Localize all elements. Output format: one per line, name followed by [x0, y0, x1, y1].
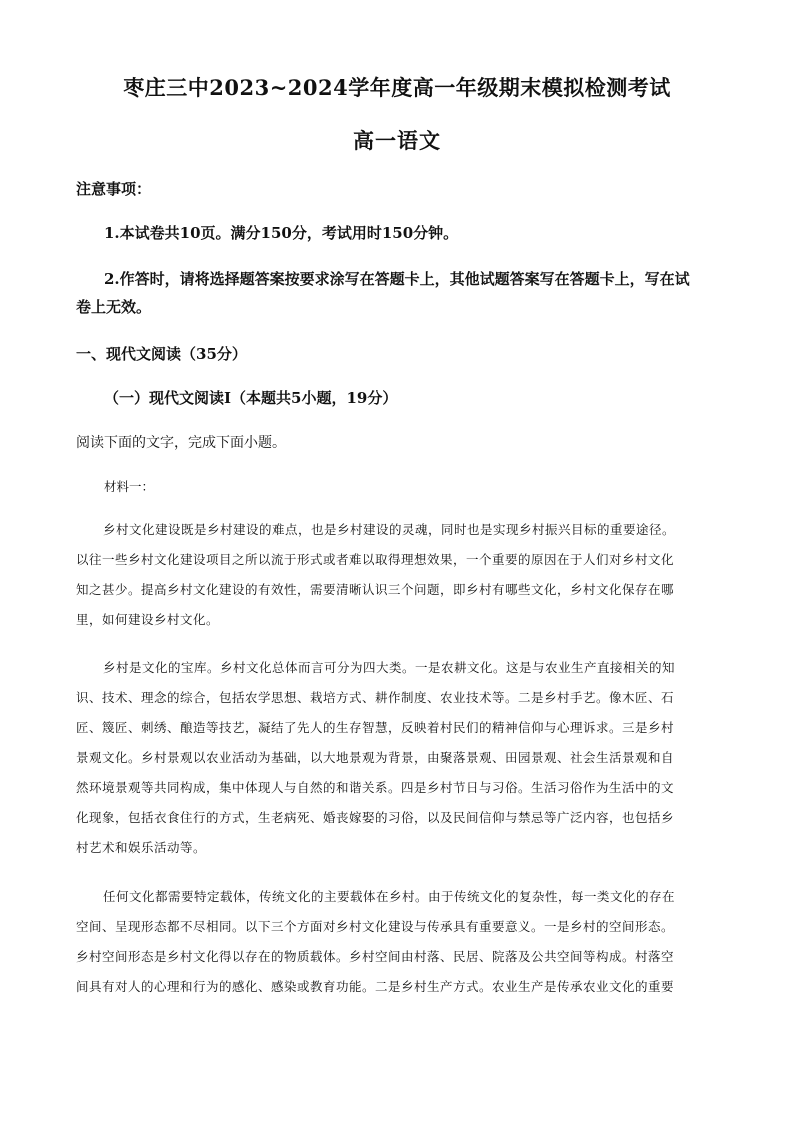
passage-line: 乡村空间形态是乡村文化得以存在的物质载体。乡村空间由村落、民居、院落及公共空间等构成。村落空 — [76, 949, 675, 964]
passage-line: 以往一些乡村文化建设项目之所以流于形式或者难以取得理想效果，一个重要的原因在于人们对乡村文化 — [76, 552, 675, 567]
passage-line: 识、技术、理念的综合，包括农学思想、栽培方式、耕作制度、农业技术等。二是乡村手艺。像木匠、石 — [76, 690, 675, 705]
passage-paragraph-2 — [76, 653, 718, 863]
reading-instruction: 阅读下面的文字，完成下面小题。 — [76, 435, 286, 451]
passage-line: 里，如何建设乡村文化。 — [76, 612, 220, 627]
notice-item-1: 1.本试卷共10页。满分150分，考试用时150分钟。 — [104, 224, 459, 242]
passage-line: 化现象，包括衣食住行的方式，生老病死、婚丧嫁娶的习俗，以及民间信仰与禁忌等广泛内容，也包括乡 — [76, 810, 675, 825]
subsection-title: （一）现代文阅读Ⅰ（本题共5小题，19分） — [104, 389, 398, 407]
exam-title: 枣庄三中2023~2024学年度高一年级期末模拟检测考试 — [123, 75, 671, 100]
passage-paragraph-3 — [76, 882, 718, 1002]
passage-paragraph-1 — [76, 515, 718, 635]
passage-line: 空间、呈现形态都不尽相同。以下三个方面对乡村文化建设与传承具有重要意义。一是乡村的空间形态。 — [76, 919, 675, 934]
notice-heading: 注意事项： — [76, 180, 152, 198]
passage-line: 乡村是文化的宝库。乡村文化总体而言可分为四大类。一是农耕文化。这是与农业生产直接相关的知 — [103, 660, 676, 675]
passage-line: 村艺术和娱乐活动等。 — [76, 840, 207, 855]
passage-line: 知之甚少。提高乡村文化建设的有效性，需要清晰认识三个问题，即乡村有哪些文化，乡村文化保存在哪 — [76, 582, 675, 597]
notice-item-2-line-1: 2.作答时，请将选择题答案按要求涂写在答题卡上，其他试题答案写在答题卡上，写在试 — [104, 270, 690, 288]
passage-line: 景观文化。乡村景观以农业活动为基础，以大地景观为背景，由聚落景观、田园景观、社会生活景观和自 — [76, 750, 675, 765]
subject-title: 高一语文 — [353, 128, 441, 153]
passage-line: 间具有对人的心理和行为的感化、感染或教育功能。二是乡村生产方式。农业生产是传承农业文化的重要 — [76, 979, 675, 994]
passage-line: 任何文化都需要特定载体，传统文化的主要载体在乡村。由于传统文化的复杂性，每一类文化的存在 — [103, 889, 676, 904]
passage-line: 匠、篾匠、刺绣、酿造等技艺，凝结了先人的生存智慧，反映着村民们的精神信仰与心理诉求。三是乡村 — [76, 720, 675, 735]
section-title: 一、现代文阅读（35分） — [76, 345, 247, 363]
notice-item-2-line-2: 卷上无效。 — [76, 298, 152, 316]
passage-line: 乡村文化建设既是乡村建设的难点，也是乡村建设的灵魂，同时也是实现乡村振兴目标的重要途径。 — [103, 522, 676, 537]
passage-line: 然环境景观等共同构成，集中体现人与自然的和谐关系。四是乡村节日与习俗。生活习俗作为生活中的文 — [76, 780, 675, 795]
material-label: 材料一： — [104, 479, 155, 494]
